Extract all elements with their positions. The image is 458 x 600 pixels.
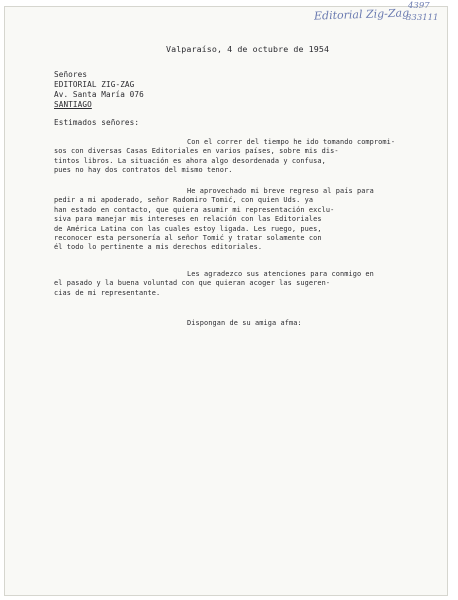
handwritten-ref-number-2: 333111	[406, 13, 439, 23]
letter-date: Valparaíso, 4 de octubre de 1954	[166, 44, 330, 54]
recipient-company: EDITORIAL ZIG-ZAG	[54, 80, 135, 89]
paragraph-line: el pasado y la buena voluntad con que quieran acoger las sugeren-	[54, 279, 331, 288]
paragraph-line: de América Latina con las cuales estoy ligada. Les ruego, pues,	[54, 224, 322, 233]
recipient-block	[54, 70, 144, 110]
paragraph-line: cias de mi representante.	[54, 288, 161, 297]
paragraph-line: han estado en contacto, que quiera asumir mi representación exclu-	[54, 205, 335, 214]
paragraph-line: tintos libros. La situación es ahora algo desordenada y confusa,	[54, 156, 326, 165]
paragraph-line: sos con diversas Casas Editoriales en varios países, sobre mis dis-	[54, 147, 339, 156]
handwritten-publisher-note: Editorial Zig-Zag	[313, 6, 410, 23]
paragraph-line: Les agradezco sus atenciones para conmigo en	[187, 270, 374, 278]
paragraph-3	[54, 270, 374, 298]
paragraph-line: He aprovechado mi breve regreso al país para	[187, 187, 374, 195]
paragraph-1	[54, 138, 395, 176]
recipient-salutation: Señores	[54, 70, 88, 79]
paragraph-line: pues no hay dos contratos del mismo tenor.	[54, 166, 233, 175]
closing-line: Dispongan de su amiga afma:	[187, 319, 302, 327]
paragraph-2	[54, 187, 374, 253]
handwritten-ref-number: 4397	[408, 1, 430, 11]
paragraph-line: reconocer esta personería al señor Tomić y tratar solamente con	[54, 233, 322, 242]
paragraph-line: Con el correr del tiempo he ido tomando compromi-	[187, 138, 396, 146]
paragraph-line: pedir a mi apoderado, señor Radomiro Tomić, con quien Uds. ya	[54, 196, 314, 205]
paragraph-line: siva para manejar mis intereses en relación con las Editoriales	[54, 215, 322, 224]
greeting: Estimados señores:	[54, 118, 140, 127]
recipient-city: SANTIAGO	[54, 100, 92, 109]
recipient-address: Av. Santa María 076	[54, 90, 144, 99]
paragraph-line: él todo lo pertinente a mis derechos editoriales.	[54, 243, 263, 252]
